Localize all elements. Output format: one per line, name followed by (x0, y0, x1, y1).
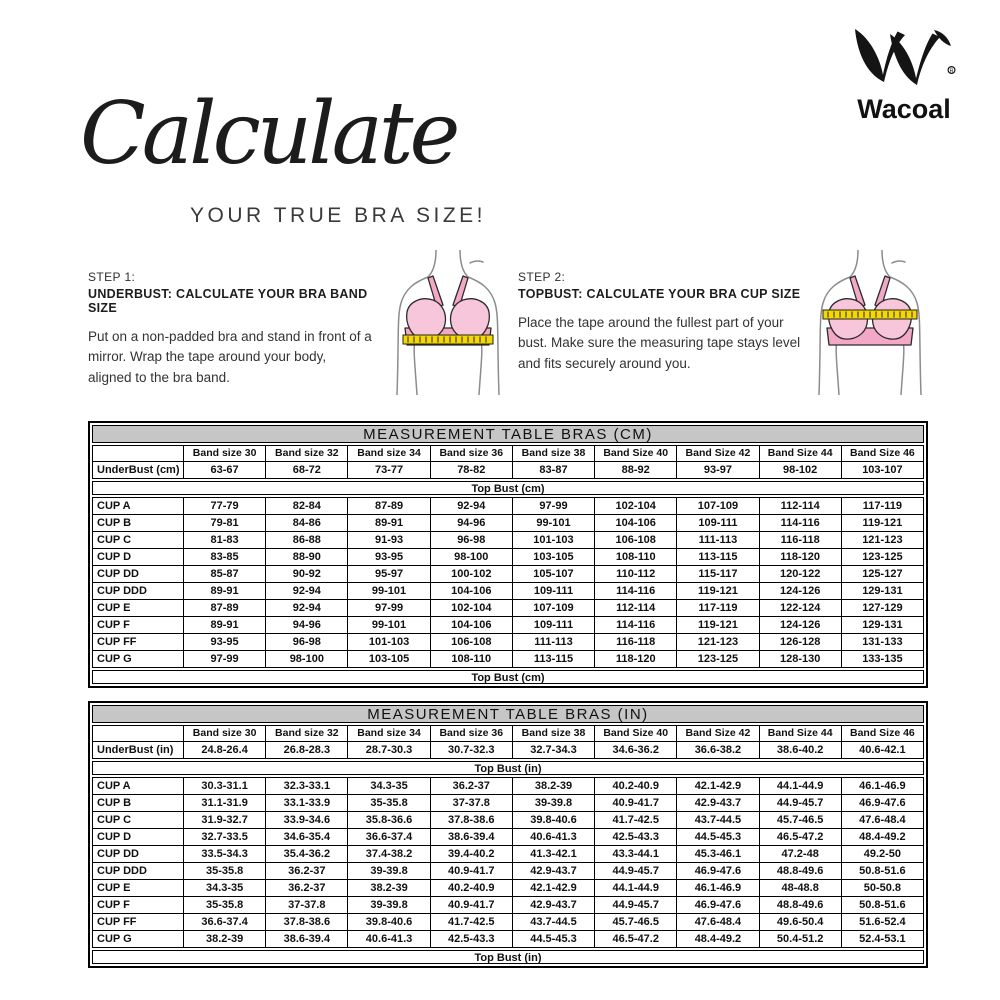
top-bust-range-cell: 42.5-43.3 (594, 829, 676, 845)
top-bust-range-cell: 50.8-51.6 (841, 897, 923, 913)
top-bust-range-cell: 39.8-40.6 (512, 812, 594, 828)
top-bust-range-cell: 126-128 (759, 634, 841, 650)
step-1-heading: UNDERBUST: CALCULATE YOUR BRA BAND SIZE (88, 287, 368, 315)
top-bust-range-cell: 89-91 (183, 583, 265, 599)
top-bust-range-cell: 36.2-37 (265, 880, 347, 896)
cup-row-label: CUP A (97, 500, 131, 512)
cup-row (93, 913, 923, 930)
top-bust-range-cell: 124-126 (759, 583, 841, 599)
cup-row (93, 845, 923, 862)
cup-row (93, 616, 923, 633)
top-bust-range-cell: 40.9-41.7 (594, 795, 676, 811)
top-bust-range-cell: 46.9-47.6 (676, 897, 758, 913)
band-size-header: Band Size 42 (676, 446, 758, 461)
top-bust-range-cell: 77-79 (183, 498, 265, 514)
top-bust-range-cell: 87-89 (347, 498, 429, 514)
top-bust-range-cell: 46.1-46.9 (841, 778, 923, 794)
step-2-label: STEP 2: (518, 270, 566, 284)
top-bust-range-cell: 92-94 (430, 498, 512, 514)
underbust-range-cell: 98-102 (759, 462, 841, 478)
top-bust-range-cell: 106-108 (430, 634, 512, 650)
top-bust-range-cell: 44.5-45.3 (512, 931, 594, 947)
top-bust-range-cell: 100-102 (430, 566, 512, 582)
band-size-header: Band size 34 (347, 726, 429, 741)
top-bust-range-cell: 114-116 (759, 515, 841, 531)
measurement-table-cm (88, 421, 928, 688)
top-bust-range-cell: 42.9-43.7 (512, 897, 594, 913)
top-bust-range-cell: 105-107 (512, 566, 594, 582)
top-bust-span-label: Top Bust (in) (92, 761, 924, 775)
top-bust-range-cell: 38.6-39.4 (265, 931, 347, 947)
top-bust-range-cell: 129-131 (841, 617, 923, 633)
top-bust-range-cell: 52.4-53.1 (841, 931, 923, 947)
top-bust-range-cell: 39-39.8 (512, 795, 594, 811)
top-bust-range-cell: 35.4-36.2 (265, 846, 347, 862)
underbust-range-cell: 36.6-38.2 (676, 742, 758, 758)
top-bust-range-cell: 120-122 (759, 566, 841, 582)
top-bust-range-cell: 42.9-43.7 (512, 863, 594, 879)
top-bust-range-cell: 82-84 (265, 498, 347, 514)
underbust-range-cell: 73-77 (347, 462, 429, 478)
top-bust-range-cell: 123-125 (676, 651, 758, 667)
wacoal-wordmark: Wacoal (857, 94, 951, 124)
top-bust-range-cell: 113-115 (676, 549, 758, 565)
top-bust-range-cell: 118-120 (594, 651, 676, 667)
top-bust-range-cell: 46.5-47.2 (759, 829, 841, 845)
top-bust-range-cell: 40.9-41.7 (430, 863, 512, 879)
top-bust-range-cell: 33.1-33.9 (265, 795, 347, 811)
cup-rows-section (92, 497, 924, 668)
top-bust-range-cell: 112-114 (594, 600, 676, 616)
top-bust-range-cell: 133-135 (841, 651, 923, 667)
top-bust-range-cell: 114-116 (594, 617, 676, 633)
measuring-tape-bust (823, 310, 917, 319)
top-bust-range-cell: 119-121 (676, 617, 758, 633)
table-title: MEASUREMENT TABLE BRAS (IN) (92, 705, 924, 723)
cup-row (93, 531, 923, 548)
top-bust-range-cell: 99-101 (512, 515, 594, 531)
top-bust-range-cell: 36.2-37 (265, 863, 347, 879)
cup-row (93, 599, 923, 616)
top-bust-range-cell: 34.3-35 (347, 778, 429, 794)
top-bust-range-cell: 124-126 (759, 617, 841, 633)
top-bust-range-cell: 33.5-34.3 (183, 846, 265, 862)
underbust-range-cell: 103-107 (841, 462, 923, 478)
top-bust-range-cell: 94-96 (265, 617, 347, 633)
step-1-label: STEP 1: (88, 270, 136, 284)
wacoal-logo (848, 28, 960, 123)
cup-row-label: CUP A (97, 780, 131, 792)
band-size-header: Band size 32 (265, 446, 347, 461)
top-bust-span-label: Top Bust (cm) (92, 481, 924, 495)
top-bust-range-cell: 34.3-35 (183, 880, 265, 896)
underbust-range-cell: 83-87 (512, 462, 594, 478)
top-bust-range-cell: 31.9-32.7 (183, 812, 265, 828)
top-bust-range-cell: 116-118 (594, 634, 676, 650)
table-title: MEASUREMENT TABLE BRAS (CM) (92, 425, 924, 443)
underbust-measure-illustration (386, 250, 510, 400)
top-bust-range-cell: 98-100 (265, 651, 347, 667)
cup-row (93, 811, 923, 828)
top-bust-range-cell: 38.2-39 (183, 931, 265, 947)
top-bust-range-cell: 48.4-49.2 (841, 829, 923, 845)
top-bust-range-cell: 34.6-35.4 (265, 829, 347, 845)
top-bust-range-cell: 121-123 (841, 532, 923, 548)
top-bust-range-cell: 96-98 (430, 532, 512, 548)
top-bust-range-cell: 98-100 (430, 549, 512, 565)
cup-row-label: CUP G (97, 933, 132, 945)
band-size-header: Band size 30 (183, 726, 265, 741)
top-bust-range-cell: 107-109 (512, 600, 594, 616)
underbust-range-cell: 32.7-34.3 (512, 742, 594, 758)
step-1-block (88, 270, 398, 388)
top-bust-range-cell: 35.8-36.6 (347, 812, 429, 828)
top-bust-range-cell: 111-113 (676, 532, 758, 548)
top-bust-range-cell: 42.9-43.7 (676, 795, 758, 811)
top-bust-range-cell: 119-121 (676, 583, 758, 599)
band-size-header: Band size 38 (512, 726, 594, 741)
top-bust-range-cell: 106-108 (594, 532, 676, 548)
top-bust-range-cell: 43.3-44.1 (594, 846, 676, 862)
top-bust-range-cell: 42.1-42.9 (676, 778, 758, 794)
topbust-measure-illustration (804, 250, 936, 400)
underbust-range-cell: 40.6-42.1 (841, 742, 923, 758)
top-bust-range-cell: 101-103 (347, 634, 429, 650)
underbust-range-cell: 63-67 (183, 462, 265, 478)
top-bust-range-cell: 44.5-45.3 (676, 829, 758, 845)
top-bust-range-cell: 103-105 (347, 651, 429, 667)
top-bust-range-cell: 85-87 (183, 566, 265, 582)
cup-row (93, 548, 923, 565)
top-bust-range-cell: 49.6-50.4 (759, 914, 841, 930)
top-bust-range-cell: 96-98 (265, 634, 347, 650)
cup-row-label: CUP E (97, 882, 131, 894)
cup-row (93, 794, 923, 811)
top-bust-range-cell: 93-95 (347, 549, 429, 565)
top-bust-range-cell: 38.2-39 (347, 880, 429, 896)
table-header-section (92, 445, 924, 479)
cup-row-label: CUP FF (97, 636, 137, 648)
top-bust-range-cell: 35-35.8 (183, 863, 265, 879)
top-bust-range-cell: 93-95 (183, 634, 265, 650)
measurement-table-in (88, 701, 928, 968)
band-size-header: Band Size 42 (676, 726, 758, 741)
cup-row (93, 828, 923, 845)
top-bust-range-cell: 84-86 (265, 515, 347, 531)
top-bust-range-cell: 87-89 (183, 600, 265, 616)
top-bust-range-cell: 45.3-46.1 (676, 846, 758, 862)
band-size-header: Band size 38 (512, 446, 594, 461)
top-bust-range-cell: 79-81 (183, 515, 265, 531)
underbust-range-cell: 26.8-28.3 (265, 742, 347, 758)
top-bust-range-cell: 109-111 (512, 583, 594, 599)
top-bust-range-cell: 30.3-31.1 (183, 778, 265, 794)
top-bust-range-cell: 127-129 (841, 600, 923, 616)
cup-row-label: CUP FF (97, 916, 137, 928)
top-bust-range-cell: 107-109 (676, 498, 758, 514)
top-bust-range-cell: 101-103 (512, 532, 594, 548)
cup-row-label: CUP DD (97, 848, 139, 860)
cup-row-label: CUP F (97, 899, 130, 911)
table-corner-cell (93, 726, 183, 741)
top-bust-range-cell: 45.7-46.5 (594, 914, 676, 930)
wacoal-w-mark-icon (852, 28, 956, 94)
top-bust-range-cell: 46.5-47.2 (594, 931, 676, 947)
top-bust-range-cell: 89-91 (183, 617, 265, 633)
top-bust-range-cell: 41.7-42.5 (430, 914, 512, 930)
top-bust-range-cell: 92-94 (265, 583, 347, 599)
underbust-range-cell: 78-82 (430, 462, 512, 478)
top-bust-range-cell: 90-92 (265, 566, 347, 582)
top-bust-range-cell: 111-113 (512, 634, 594, 650)
cup-row (93, 565, 923, 582)
page-title-script: Calculate (80, 84, 457, 184)
band-size-header: Band Size 44 (759, 446, 841, 461)
top-bust-range-cell: 123-125 (841, 549, 923, 565)
top-bust-range-cell: 36.6-37.4 (183, 914, 265, 930)
top-bust-range-cell: 104-106 (430, 617, 512, 633)
top-bust-range-cell: 37-37.8 (265, 897, 347, 913)
top-bust-range-cell: 50.4-51.2 (759, 931, 841, 947)
top-bust-range-cell: 51.6-52.4 (841, 914, 923, 930)
cup-rows-section (92, 777, 924, 948)
top-bust-range-cell: 104-106 (430, 583, 512, 599)
top-bust-range-cell: 40.6-41.3 (512, 829, 594, 845)
band-size-header: Band Size 40 (594, 446, 676, 461)
top-bust-range-cell: 36.6-37.4 (347, 829, 429, 845)
top-bust-range-cell: 40.9-41.7 (430, 897, 512, 913)
cup-row (93, 879, 923, 896)
svg-text:R: R (949, 68, 954, 75)
underbust-range-cell: 30.7-32.3 (430, 742, 512, 758)
cup-row-label: CUP B (97, 517, 132, 529)
top-bust-range-cell: 108-110 (430, 651, 512, 667)
top-bust-range-cell: 37.8-38.6 (265, 914, 347, 930)
top-bust-range-cell: 49.2-50 (841, 846, 923, 862)
top-bust-range-cell: 102-104 (594, 498, 676, 514)
top-bust-range-cell: 113-115 (512, 651, 594, 667)
top-bust-range-cell: 97-99 (512, 498, 594, 514)
top-bust-range-cell: 36.2-37 (430, 778, 512, 794)
top-bust-range-cell: 44.9-45.7 (759, 795, 841, 811)
top-bust-range-cell: 81-83 (183, 532, 265, 548)
top-bust-range-cell: 122-124 (759, 600, 841, 616)
top-bust-range-cell: 46.1-46.9 (676, 880, 758, 896)
top-bust-range-cell: 48.8-49.6 (759, 897, 841, 913)
top-bust-range-cell: 86-88 (265, 532, 347, 548)
top-bust-range-cell: 47.2-48 (759, 846, 841, 862)
top-bust-range-cell: 99-101 (347, 583, 429, 599)
top-bust-range-cell: 83-85 (183, 549, 265, 565)
top-bust-range-cell: 102-104 (430, 600, 512, 616)
cup-row-label: CUP C (97, 814, 132, 826)
underbust-range-cell: 28.7-30.3 (347, 742, 429, 758)
underbust-range-cell: 34.6-36.2 (594, 742, 676, 758)
top-bust-range-cell: 50-50.8 (841, 880, 923, 896)
top-bust-range-cell: 37-37.8 (430, 795, 512, 811)
underbust-row-header: UnderBust (in) (97, 744, 174, 756)
top-bust-range-cell: 40.2-40.9 (430, 880, 512, 896)
top-bust-range-cell: 91-93 (347, 532, 429, 548)
underbust-range-cell: 93-97 (676, 462, 758, 478)
underbust-range-cell: 24.8-26.4 (183, 742, 265, 758)
top-bust-range-cell: 45.7-46.5 (759, 812, 841, 828)
top-bust-range-cell: 42.1-42.9 (512, 880, 594, 896)
top-bust-range-cell: 37.4-38.2 (347, 846, 429, 862)
band-size-header: Band size 34 (347, 446, 429, 461)
top-bust-range-cell: 89-91 (347, 515, 429, 531)
top-bust-range-cell: 40.2-40.9 (594, 778, 676, 794)
cup-row-label: CUP B (97, 797, 132, 809)
top-bust-range-cell: 109-111 (512, 617, 594, 633)
cup-row-label: CUP DD (97, 568, 139, 580)
top-bust-range-cell: 35-35.8 (183, 897, 265, 913)
top-bust-range-cell: 31.1-31.9 (183, 795, 265, 811)
cup-row-label: CUP D (97, 831, 132, 843)
step-1-body: Put on a non-padded bra and stand in front of a mirror. Wrap the tape around your body, aligned to the bra band. (88, 329, 372, 385)
top-bust-range-cell: 41.3-42.1 (512, 846, 594, 862)
top-bust-range-cell: 97-99 (183, 651, 265, 667)
underbust-range-cell: 88-92 (594, 462, 676, 478)
cup-row-label: CUP DDD (97, 585, 147, 597)
top-bust-range-cell: 44.1-44.9 (594, 880, 676, 896)
top-bust-range-cell: 42.5-43.3 (430, 931, 512, 947)
top-bust-range-cell: 43.7-44.5 (676, 812, 758, 828)
cup-row (93, 498, 923, 514)
measuring-tape-band (403, 335, 493, 344)
cup-row-label: CUP F (97, 619, 130, 631)
top-bust-range-cell: 129-131 (841, 583, 923, 599)
top-bust-range-cell: 118-120 (759, 549, 841, 565)
top-bust-range-cell: 92-94 (265, 600, 347, 616)
top-bust-range-cell: 32.3-33.1 (265, 778, 347, 794)
top-bust-range-cell: 99-101 (347, 617, 429, 633)
band-size-header: Band size 36 (430, 446, 512, 461)
top-bust-range-cell: 46.9-47.6 (841, 795, 923, 811)
top-bust-range-cell: 48-48.8 (759, 880, 841, 896)
top-bust-range-cell: 46.9-47.6 (676, 863, 758, 879)
cup-row (93, 896, 923, 913)
top-bust-range-cell: 47.6-48.4 (841, 812, 923, 828)
top-bust-range-cell: 48.4-49.2 (676, 931, 758, 947)
top-bust-range-cell: 39-39.8 (347, 863, 429, 879)
band-size-header: Band Size 40 (594, 726, 676, 741)
underbust-row-header: UnderBust (cm) (97, 464, 180, 476)
top-bust-range-cell: 114-116 (594, 583, 676, 599)
top-bust-range-cell: 117-119 (676, 600, 758, 616)
top-bust-range-cell: 128-130 (759, 651, 841, 667)
top-bust-range-cell: 104-106 (594, 515, 676, 531)
cup-row-label: CUP C (97, 534, 132, 546)
top-bust-range-cell: 39-39.8 (347, 897, 429, 913)
top-bust-range-cell: 44.9-45.7 (594, 863, 676, 879)
step-2-heading: TOPBUST: CALCULATE YOUR BRA CUP SIZE (518, 287, 801, 301)
top-bust-range-cell: 121-123 (676, 634, 758, 650)
top-bust-range-cell: 115-117 (676, 566, 758, 582)
top-bust-range-cell: 41.7-42.5 (594, 812, 676, 828)
top-bust-range-cell: 43.7-44.5 (512, 914, 594, 930)
top-bust-footer-label: Top Bust (in) (92, 950, 924, 964)
cup-row-label: CUP G (97, 653, 132, 665)
cup-row (93, 862, 923, 879)
band-size-header: Band size 30 (183, 446, 265, 461)
band-size-header: Band Size 46 (841, 446, 923, 461)
table-header-section (92, 725, 924, 759)
underbust-range-cell: 68-72 (265, 462, 347, 478)
top-bust-range-cell: 117-119 (841, 498, 923, 514)
band-size-header: Band size 32 (265, 726, 347, 741)
cup-row (93, 778, 923, 794)
top-bust-range-cell: 50.8-51.6 (841, 863, 923, 879)
top-bust-range-cell: 39.8-40.6 (347, 914, 429, 930)
top-bust-range-cell: 110-112 (594, 566, 676, 582)
cup-row-label: CUP DDD (97, 865, 147, 877)
cup-row (93, 582, 923, 599)
top-bust-range-cell: 95-97 (347, 566, 429, 582)
top-bust-range-cell: 112-114 (759, 498, 841, 514)
top-bust-range-cell: 103-105 (512, 549, 594, 565)
top-bust-range-cell: 44.9-45.7 (594, 897, 676, 913)
cup-row-label: CUP E (97, 602, 131, 614)
top-bust-range-cell: 97-99 (347, 600, 429, 616)
top-bust-range-cell: 32.7-33.5 (183, 829, 265, 845)
top-bust-range-cell: 33.9-34.6 (265, 812, 347, 828)
page-subtitle: YOUR TRUE BRA SIZE! (190, 204, 486, 227)
top-bust-range-cell: 94-96 (430, 515, 512, 531)
top-bust-range-cell: 35-35.8 (347, 795, 429, 811)
top-bust-range-cell: 108-110 (594, 549, 676, 565)
step-2-body: Place the tape around the fullest part of your bust. Make sure the measuring tape stays level and fits securely around you. (518, 315, 801, 371)
cup-row (93, 514, 923, 531)
top-bust-range-cell: 88-90 (265, 549, 347, 565)
top-bust-range-cell: 116-118 (759, 532, 841, 548)
cup-row (93, 633, 923, 650)
top-bust-range-cell: 40.6-41.3 (347, 931, 429, 947)
band-size-header: Band Size 44 (759, 726, 841, 741)
step-2-block (518, 270, 828, 374)
top-bust-range-cell: 37.8-38.6 (430, 812, 512, 828)
top-bust-range-cell: 109-111 (676, 515, 758, 531)
top-bust-range-cell: 39.4-40.2 (430, 846, 512, 862)
top-bust-range-cell: 44.1-44.9 (759, 778, 841, 794)
band-size-header: Band Size 46 (841, 726, 923, 741)
table-corner-cell (93, 446, 183, 461)
top-bust-range-cell: 48.8-49.6 (759, 863, 841, 879)
underbust-range-cell: 38.6-40.2 (759, 742, 841, 758)
cup-row (93, 930, 923, 947)
cup-row-label: CUP D (97, 551, 132, 563)
top-bust-range-cell: 38.2-39 (512, 778, 594, 794)
band-size-header: Band size 36 (430, 726, 512, 741)
top-bust-range-cell: 119-121 (841, 515, 923, 531)
top-bust-footer-label: Top Bust (cm) (92, 670, 924, 684)
top-bust-range-cell: 125-127 (841, 566, 923, 582)
top-bust-range-cell: 47.6-48.4 (676, 914, 758, 930)
cup-row (93, 650, 923, 667)
top-bust-range-cell: 38.6-39.4 (430, 829, 512, 845)
top-bust-range-cell: 131-133 (841, 634, 923, 650)
